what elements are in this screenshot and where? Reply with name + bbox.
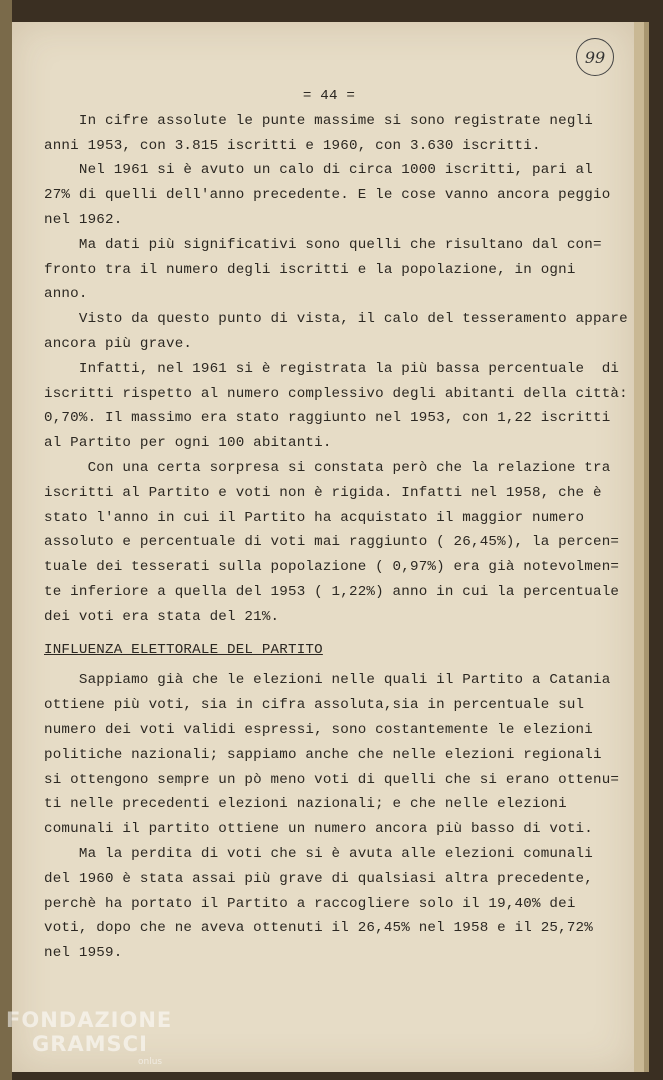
text-line: ottiene più voti, sia in cifra assoluta,sia in percentuale sul (44, 697, 585, 714)
text-line: nel 1962. (44, 211, 123, 228)
page-number: = 44 = (302, 88, 356, 104)
text-line: te inferiore a quella del 1953 ( 1,22%) anno in cui la percentuale (44, 583, 620, 600)
text-line: anni 1953, con 3.815 iscritti e 1960, con 3.630 iscritti. (44, 137, 541, 154)
paragraphs-block-2 (44, 668, 620, 966)
text-line: nel 1959. (44, 945, 123, 962)
page-edge (634, 22, 644, 1072)
text-line: 27% di quelli dell'anno precedente. E le cose vanno ancora peggio (44, 187, 611, 204)
text-line: 0,70%. Il massimo era stato raggiunto nel 1953, con 1,22 iscritti (44, 410, 611, 427)
text-line: Infatti, nel 1961 si è registrata la più bassa percentuale di (44, 360, 620, 377)
watermark-line-1: FONDAZIONE (6, 1008, 173, 1032)
text-line: Ma dati più significativi sono quelli che risultano dal con= (44, 236, 602, 253)
section-heading: INFLUENZA ELETTORALE DEL PARTITO (44, 641, 323, 658)
text-line: ti nelle precedenti elezioni nazionali; e che nelle elezioni (44, 796, 567, 813)
text-line: si ottengono sempre un pò meno voti di quelli che si erano ottenu= (44, 771, 620, 788)
text-line: tuale dei tesserati sulla popolazione ( 0,97%) era già notevolmen= (44, 559, 620, 576)
watermark-line-3: onlus (138, 1057, 163, 1067)
typed-text-body (44, 84, 628, 966)
text-line: del 1960 è stata assai più grave di qualsiasi altra precedente, (44, 870, 593, 887)
text-line: politiche nazionali; sappiamo anche che nelle elezioni regionali (44, 746, 602, 763)
text-line: perchè ha portato il Partito a raccogliere solo il 19,40% dei (44, 895, 576, 912)
text-line: Ma la perdita di voti che si è avuta alle elezioni comunali (44, 845, 593, 862)
desk-background (0, 0, 12, 1080)
text-line: Visto da questo punto di vista, il calo del tesseramento appare (44, 311, 628, 328)
text-line: Con una certa sorpresa si constata però che la relazione tra (44, 459, 611, 476)
text-line: Nel 1961 si è avuto un calo di circa 1000 iscritti, pari al (44, 162, 593, 179)
text-line: In cifre assolute le punte massime si sono registrate negli (44, 112, 593, 129)
text-line: iscritti rispetto al numero complessivo degli abitanti della città: (44, 385, 628, 402)
text-line: fronto tra il numero degli iscritti e la popolazione, in ogni (44, 261, 576, 278)
text-line: anno. (44, 286, 88, 303)
text-line: al Partito per ogni 100 abitanti. (44, 435, 332, 452)
watermark-line-2: GRAMSCI (32, 1032, 148, 1056)
page-edge-shadow (644, 22, 649, 1072)
text-line: voti, dopo che ne aveva ottenuti il 26,45% nel 1958 e il 25,72% (44, 920, 593, 937)
text-line: stato l'anno in cui il Partito ha acquistato il maggior numero (44, 509, 585, 526)
text-line: iscritti al Partito e voti non è rigida. Infatti nel 1958, che è (44, 484, 602, 501)
text-line: Sappiamo già che le elezioni nelle quali il Partito a Catania (44, 672, 611, 689)
paragraphs-block-1 (44, 109, 628, 630)
fondazione-gramsci-watermark (6, 1008, 172, 1074)
text-line: comunali il partito ottiene un numero ancora più basso di voti. (44, 821, 593, 838)
text-line: numero dei voti validi espressi, sono costantemente le elezioni (44, 721, 593, 738)
archive-stamp-number: 99 (576, 38, 614, 76)
text-line: dei voti era stata del 21%. (44, 608, 280, 625)
text-line: assoluto e percentuale di voti mai raggiunto ( 26,45%), la percen= (44, 534, 620, 551)
text-line: ancora più grave. (44, 335, 193, 352)
